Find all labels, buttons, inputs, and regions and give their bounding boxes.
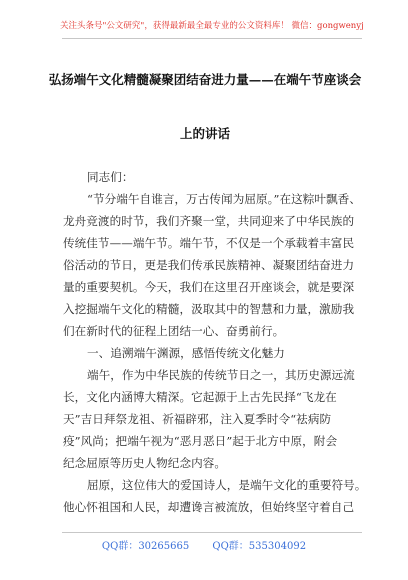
body-line: 他心怀祖国和人民，却遭谗言被流放，但始终坚守着自己 xyxy=(63,500,355,514)
body-line: 龙舟竞渡的时节，我们齐聚一堂，共同迎来了中华民族的 xyxy=(63,214,355,228)
document-title-line-1: 弘扬端午文化精髓凝聚团结奋进力量——在端午节座谈会 xyxy=(48,72,362,87)
body-line: 纪念屈原等历史人物纪念内容。 xyxy=(63,456,227,470)
header-divider xyxy=(62,38,362,39)
body-line: 长，文化内涵博大精深。它起源于上古先民择“飞龙在 xyxy=(63,390,337,404)
footer-qq-group-2: QQ群：535304092 xyxy=(212,541,307,552)
body-line: 天”吉日拜祭龙祖、祈福辟邪，注入夏季时令“祛病防 xyxy=(63,412,332,426)
section-heading: 一、追溯端午渊源，感悟传统文化魅力 xyxy=(87,346,285,360)
document-title-line-2: 上的讲话 xyxy=(179,126,230,141)
body-line: 端午，作为中华民族的传统节日之一，其历史源远流 xyxy=(87,368,355,382)
body-line: 俗活动的节日，更是我们传承民族精神、凝聚团结奋进力 xyxy=(63,258,355,272)
footer xyxy=(0,537,408,552)
footer-divider xyxy=(62,532,362,533)
body-line: 疫”风尚；把端午视为“恶月恶日”起于北方中原，附会 xyxy=(63,434,338,448)
footer-qq-group-1: QQ群：30265665 xyxy=(101,541,190,552)
body-line: “节分端午自谁言，万古传闻为屈原。”在这粽叶飘香、 xyxy=(87,192,361,206)
header-banner: 关注头条号"公文研究"，获得最新最全最专业的公文资料库！ 微信：gongwenyj xyxy=(60,21,364,31)
body-line: 们在新时代的征程上团结一心、奋勇前行。 xyxy=(63,324,285,338)
body-line: 入挖掘端午文化的精髓，汲取其中的智慧和力量，激励我 xyxy=(63,302,355,316)
body-line: 量的重要契机。今天，我们在这里召开座谈会，就是要深 xyxy=(63,280,355,294)
body-line: 屈原，这位伟大的爱国诗人，是端午文化的重要符号。 xyxy=(87,478,367,492)
document-body xyxy=(63,166,367,518)
body-line: 传统佳节——端午节。端午节，不仅是一个承载着丰富民 xyxy=(63,236,355,250)
salutation: 同志们： xyxy=(87,170,134,184)
